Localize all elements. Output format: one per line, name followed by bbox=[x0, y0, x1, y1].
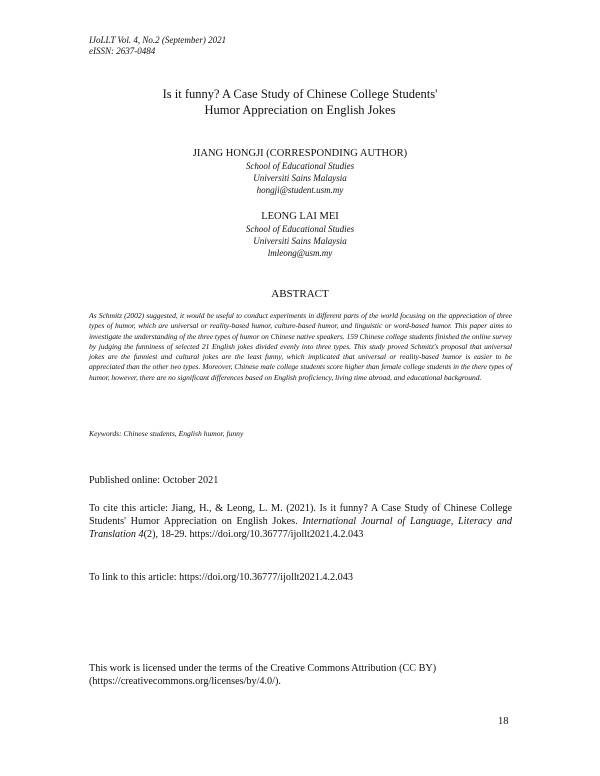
author-university: Universiti Sains Malaysia bbox=[253, 173, 347, 183]
citation-block bbox=[89, 502, 512, 542]
published-date: Published online: October 2021 bbox=[89, 475, 219, 486]
citation-volume: 4 bbox=[138, 529, 144, 541]
citation-text: To cite this article: Jiang, H., & Leong, L. M. (2021). Is it funny? A Case Study of Chinese College Students' Humor Appreciation on English Jokes. bbox=[89, 503, 512, 528]
abstract-text: As Schmitz (2002) suggested, it would be useful to conduct experiments in different parts of the world focusing on the appreciation of three types of humor, which are universal or reality-based humor, culture-based humor, and linguistic or word-based humor. This paper aims to investigate the understanding of the three types of humor on Chinese native speakers. 159 Chinese college students finished the online survey by judging the funniness of selected 21 English jokes divided evenly into three types. This study proved Schmitz's proposal that universal jokes are the funniest and cultural jokes are the least funny, which implicated that universal or reality-based humor is easier to be appreciated than the other two types. Moreover, Chinese male college students score higher than female college students in the there types of humor, however, there are no significant differences based on English proficiency, living time abroad, and educational background. bbox=[89, 311, 512, 382]
author-name: JIANG HONGJI (CORRESPONDING AUTHOR) bbox=[192, 148, 408, 159]
citation-doi-link[interactable]: https://doi.org/10.36777/ijollt2021.4.2.043 bbox=[189, 529, 364, 541]
abstract-heading: ABSTRACT bbox=[271, 288, 329, 300]
author-block-2 bbox=[0, 210, 600, 259]
article-link[interactable]: To link to this article: https://doi.org/10.36777/ijollt2021.4.2.043 bbox=[89, 572, 353, 583]
author-school: School of Educational Studies bbox=[245, 161, 355, 171]
paper-title bbox=[0, 86, 600, 118]
title-line-1: Is it funny? A Case Study of Chinese College Students' bbox=[162, 87, 438, 101]
page-number: 18 bbox=[498, 716, 509, 727]
keywords: Keywords: Chinese students, English humor, funny bbox=[89, 429, 244, 438]
author-university: Universiti Sains Malaysia bbox=[253, 236, 347, 246]
title-line-2: Humor Appreciation on English Jokes bbox=[204, 103, 396, 117]
author-school: School of Educational Studies bbox=[245, 224, 355, 234]
journal-header bbox=[89, 35, 226, 57]
license-notice: This work is licensed under the terms of the Creative Commons Attribution (CC BY) (https://creativecommons.org/licenses/by/4.0/). bbox=[89, 663, 437, 688]
author-block-1 bbox=[0, 147, 600, 196]
citation-journal: International Journal of Language, Literacy and Translation bbox=[89, 516, 512, 541]
author-name: LEONG LAI MEI bbox=[261, 211, 339, 222]
journal-volume-line: IJoLLT Vol. 4, No.2 (September) 2021 bbox=[89, 35, 227, 45]
citation-issue-pages: (2), 18-29. bbox=[143, 529, 187, 541]
issn-line: eISSN: 2637-0484 bbox=[89, 46, 156, 56]
author-email: hongji@student.usm.my bbox=[256, 185, 344, 195]
author-email: lmleong@usm.my bbox=[267, 248, 333, 258]
